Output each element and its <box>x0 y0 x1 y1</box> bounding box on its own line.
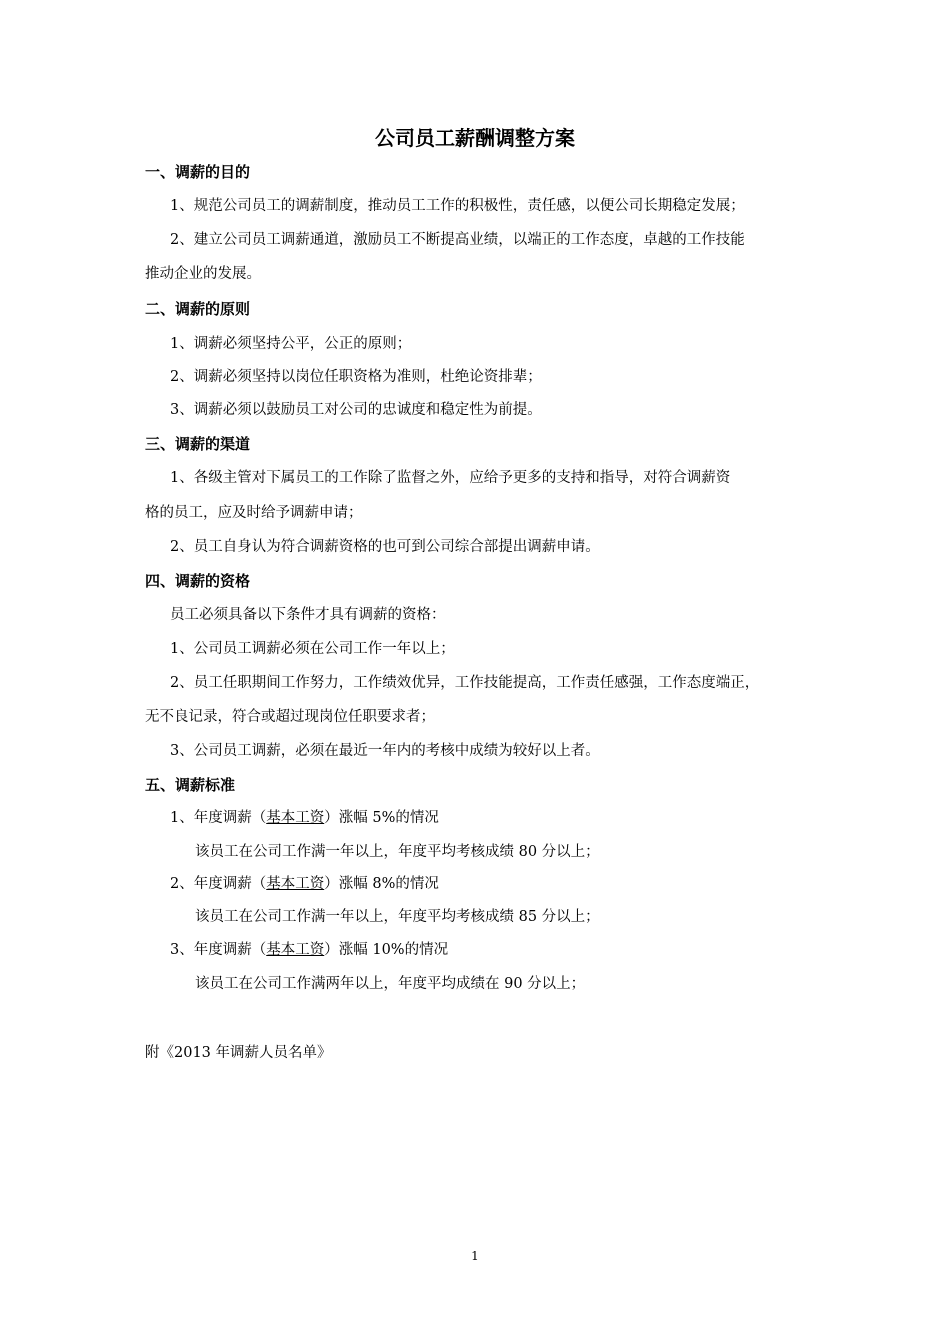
standard-item-prefix: 1、年度调薪（ <box>170 810 267 826</box>
paragraph-line: 推动企业的发展。 <box>145 266 261 282</box>
section-heading-eligibility: 四、调薪的资格 <box>145 572 251 590</box>
section-heading-channels: 三、调薪的渠道 <box>145 435 251 453</box>
paragraph-line: 2、员工任职期间工作努力，工作绩效优异，工作技能提高，工作责任感强，工作态度端正， <box>170 675 760 691</box>
standard-item-underlined: 基本工资 <box>266 810 325 826</box>
standard-item-suffix: ）涨幅 8%的情况 <box>324 876 439 892</box>
paragraph-line: 2、建立公司员工调薪通道，激励员工不断提高业绩，以端正的工作态度，卓越的工作技能 <box>170 232 745 248</box>
paragraph-line: 3、公司员工调薪，必须在最近一年内的考核中成绩为较好以上者。 <box>170 743 600 759</box>
standard-item-underlined: 基本工资 <box>266 876 325 892</box>
section-heading-standards: 五、调薪标准 <box>145 776 236 794</box>
standard-item-detail: 该员工在公司工作满一年以上，年度平均考核成绩 80 分以上； <box>195 844 600 860</box>
section-heading-purpose: 一、调薪的目的 <box>145 163 251 181</box>
standard-item-prefix: 2、年度调薪（ <box>170 876 267 892</box>
standard-item <box>170 873 439 895</box>
standard-item <box>170 807 439 829</box>
standard-item <box>170 939 448 961</box>
paragraph-line: 格的员工，应及时给予调薪申请； <box>145 505 363 521</box>
standard-item-detail: 该员工在公司工作满两年以上，年度平均成绩在 90 分以上； <box>195 976 586 992</box>
standard-item-underlined: 基本工资 <box>266 942 325 958</box>
standard-item-suffix: ）涨幅 5%的情况 <box>324 810 439 826</box>
appendix-note: 附《2013 年调薪人员名单》 <box>145 1045 332 1061</box>
paragraph-line: 1、公司员工调薪必须在公司工作一年以上； <box>170 641 455 657</box>
standard-item-suffix: ）涨幅 10%的情况 <box>324 942 449 958</box>
paragraph-line: 员工必须具备以下条件才具有调薪的资格： <box>170 607 446 623</box>
paragraph-line: 1、规范公司员工的调薪制度，推动员工工作的积极性，责任感，以便公司长期稳定发展； <box>170 198 745 214</box>
document-title: 公司员工薪酬调整方案 <box>375 126 575 150</box>
standard-item-prefix: 3、年度调薪（ <box>170 942 267 958</box>
paragraph-line: 2、调薪必须坚持以岗位任职资格为准则，杜绝论资排辈； <box>170 369 542 385</box>
page-number: 1 <box>471 1249 479 1263</box>
paragraph-line: 无不良记录，符合或超过现岗位任职要求者； <box>145 709 435 725</box>
paragraph-line: 1、调薪必须坚持公平，公正的原则； <box>170 336 412 352</box>
paragraph-line: 2、员工自身认为符合调薪资格的也可到公司综合部提出调薪申请。 <box>170 539 600 555</box>
paragraph-line: 1、各级主管对下属员工的工作除了监督之外，应给予更多的支持和指导，对符合调薪资 <box>170 470 731 486</box>
paragraph-line: 3、调薪必须以鼓励员工对公司的忠诚度和稳定性为前提。 <box>170 402 542 418</box>
section-heading-principles: 二、调薪的原则 <box>145 300 251 318</box>
standard-item-detail: 该员工在公司工作满一年以上，年度平均考核成绩 85 分以上； <box>195 909 600 925</box>
